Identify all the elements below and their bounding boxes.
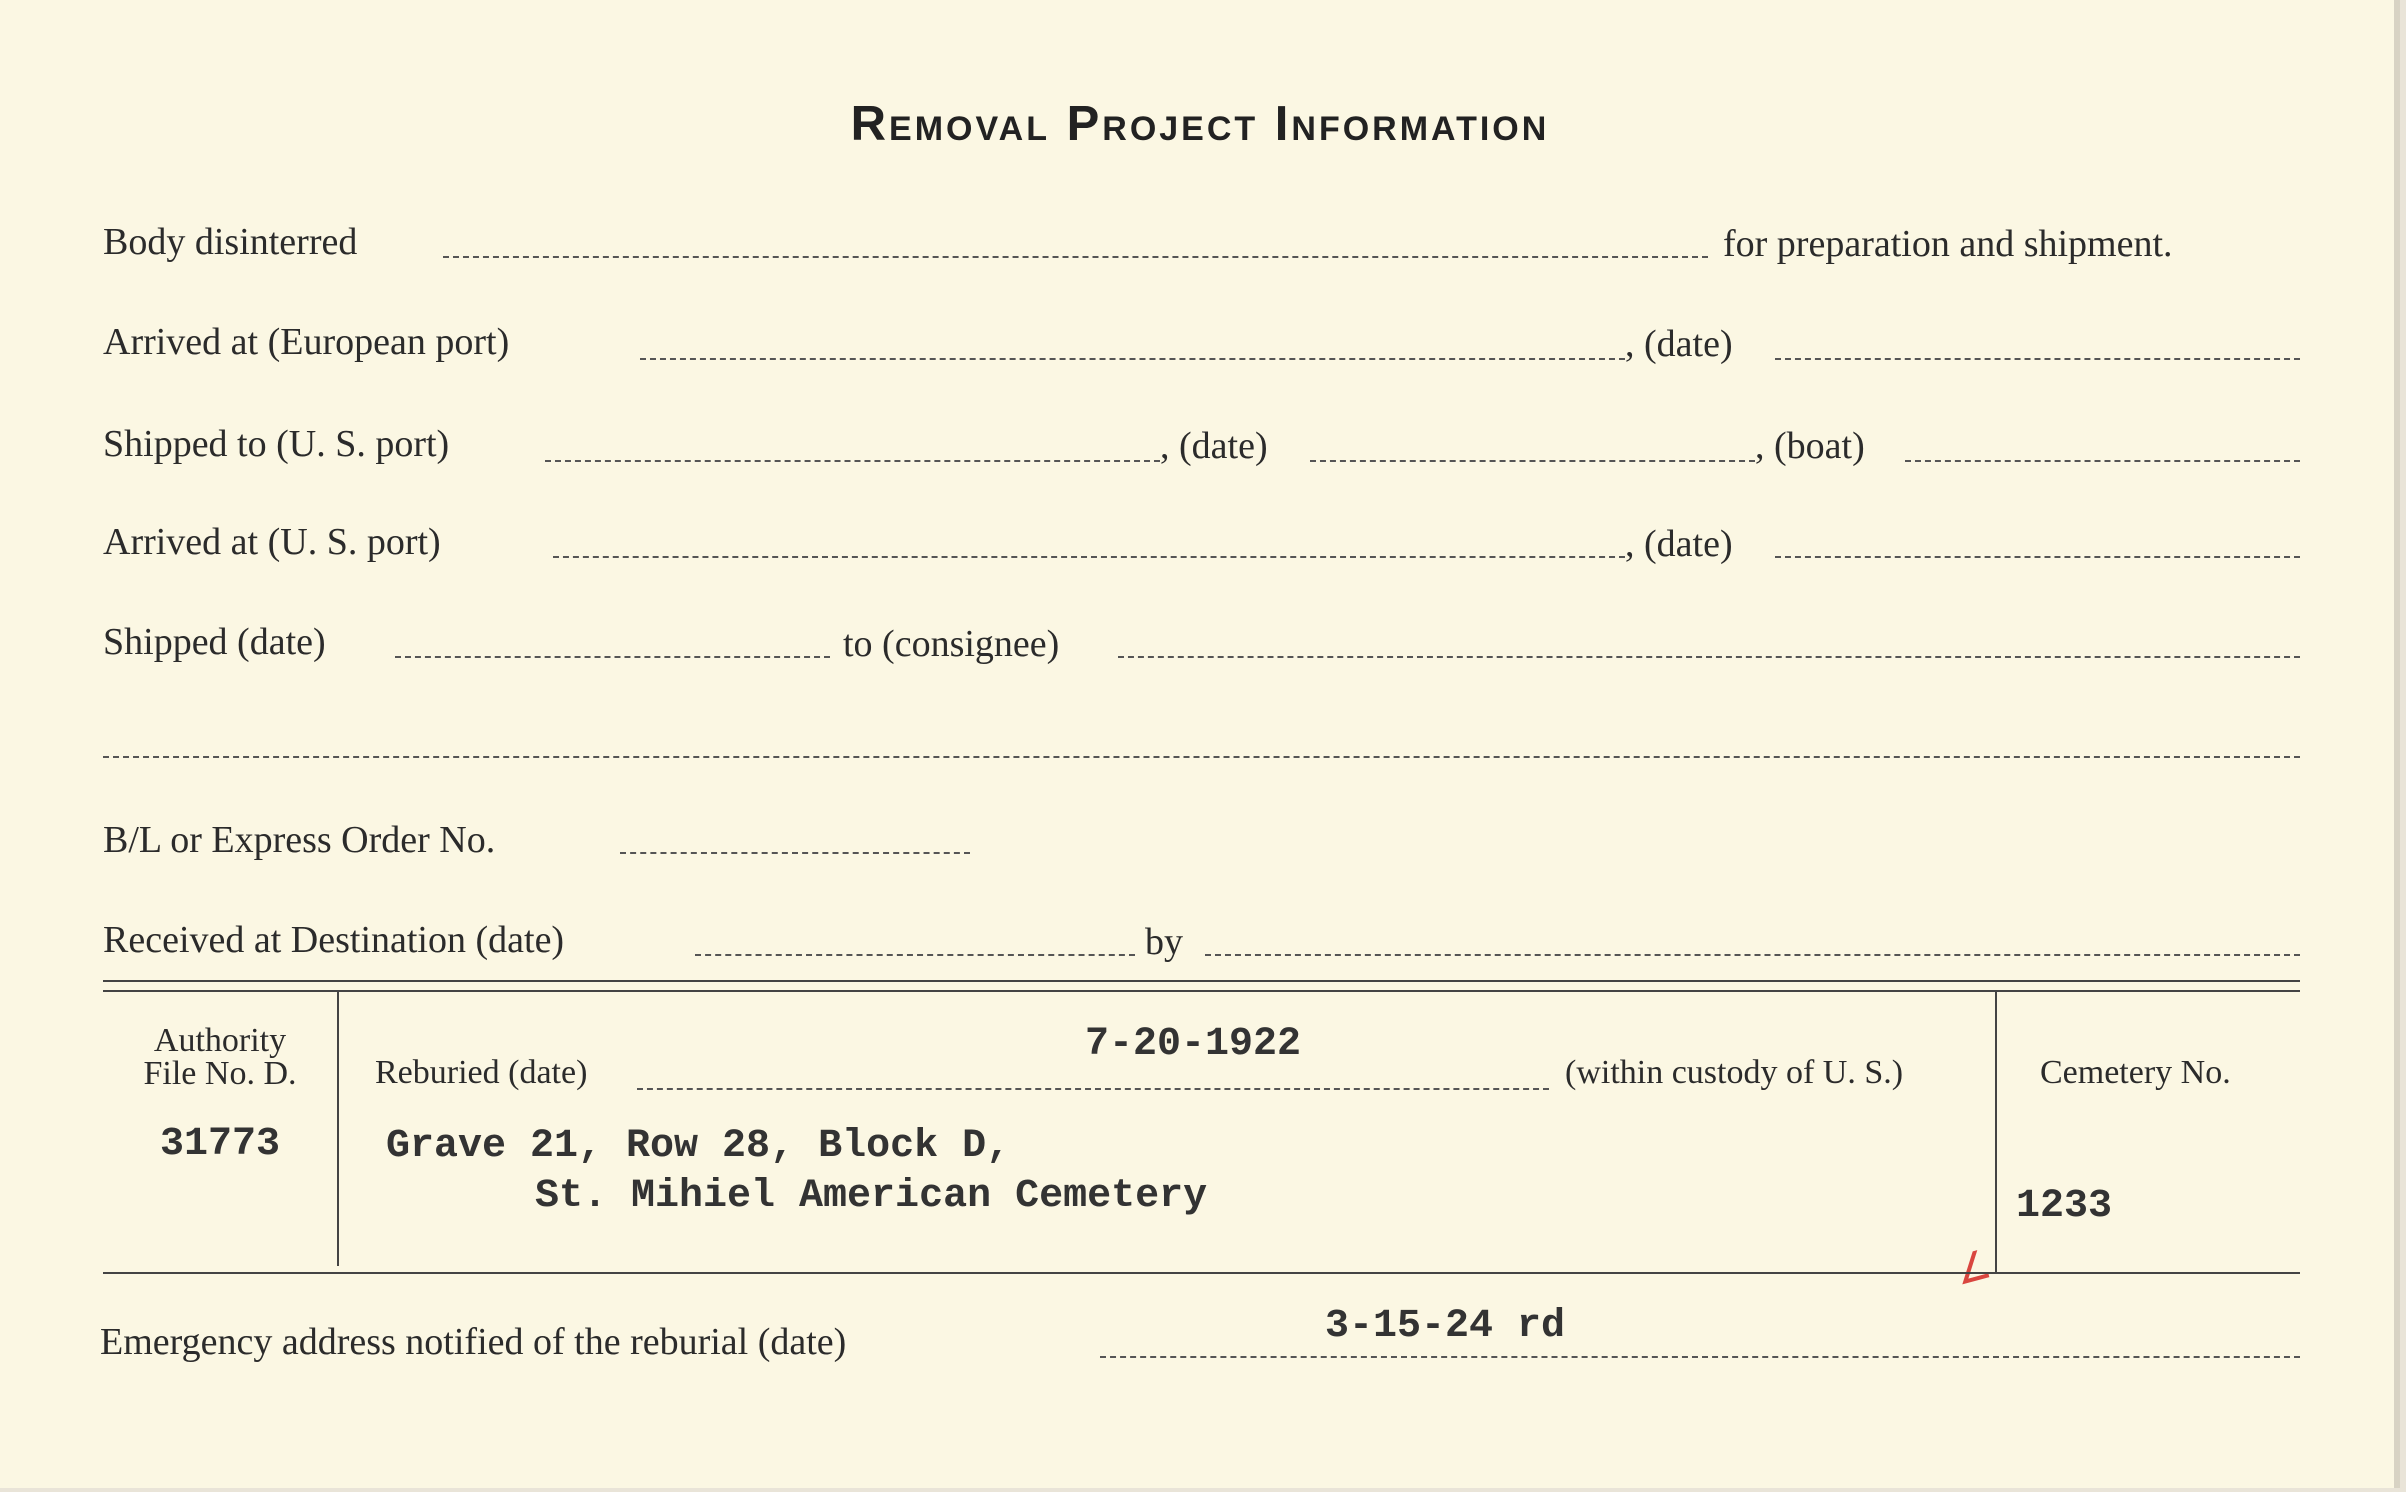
emergency-date: 3-15-24 rd	[1325, 1304, 1566, 1349]
bl-order-label: B/L or Express Order No.	[103, 819, 496, 861]
arrived-european-line	[640, 358, 1625, 360]
card-title: Removal Project Information	[850, 97, 1550, 151]
arrived-us-date-line	[1775, 556, 2300, 558]
box-divider-right	[1995, 992, 1997, 1274]
lower-rule	[103, 1272, 2300, 1274]
box-divider-left	[337, 992, 339, 1266]
cemetery-no-label: Cemetery No.	[2040, 1054, 2231, 1091]
consignee-label: to (consignee)	[843, 623, 1060, 665]
emergency-line	[1100, 1356, 2300, 1358]
file-no-label: File No. D.	[143, 1055, 297, 1092]
shipped-date-label: Shipped (date)	[103, 621, 326, 663]
arrived-european-label: Arrived at (European port)	[103, 321, 510, 363]
body-disinterred-line	[443, 256, 1708, 258]
reburied-date: 7-20-1922	[1085, 1022, 1302, 1067]
boat-label: , (boat)	[1755, 425, 1865, 467]
authority-label: Authority	[153, 1022, 287, 1059]
arrived-us-port-label: Arrived at (U. S. port)	[103, 521, 441, 563]
consignee-line	[1118, 656, 2300, 658]
boat-line	[1905, 460, 2300, 462]
grave-line-1: Grave 21, Row 28, Block D,	[386, 1124, 1011, 1169]
shipped-us-date-label: , (date)	[1160, 425, 1268, 467]
shipped-us-date-line	[1310, 460, 1755, 462]
arrived-us-date-label: , (date)	[1625, 523, 1733, 565]
upper-double-rule-a	[103, 980, 2300, 982]
received-dest-line	[695, 954, 1135, 956]
red-pencil-mark: ∠	[1949, 1242, 1996, 1294]
shipped-us-port-line	[545, 460, 1160, 462]
arrived-european-date-line	[1775, 358, 2300, 360]
file-no-value: 31773	[160, 1122, 281, 1167]
emergency-label: Emergency address notified of the reburial (date)	[100, 1321, 847, 1363]
bl-order-line	[620, 852, 970, 854]
by-line	[1205, 954, 2300, 956]
cemetery-no-value: 1233	[2016, 1184, 2113, 1229]
grave-line-2: St. Mihiel American Cemetery	[535, 1174, 1208, 1219]
shipped-us-port-label: Shipped to (U. S. port)	[103, 423, 450, 465]
received-dest-label: Received at Destination (date)	[103, 919, 565, 961]
arrived-us-port-line	[553, 556, 1625, 558]
reburied-label: Reburied (date)	[375, 1054, 588, 1091]
for-preparation-label: for preparation and shipment.	[1723, 223, 2173, 265]
body-disinterred-label: Body disinterred	[103, 221, 358, 263]
blank-line	[103, 756, 2300, 758]
shipped-date-line	[395, 656, 830, 658]
by-label: by	[1145, 921, 1183, 963]
custody-label: (within custody of U. S.)	[1565, 1054, 1904, 1091]
arrived-european-date-label: , (date)	[1625, 323, 1733, 365]
upper-double-rule-b	[103, 990, 2300, 992]
reburied-line	[637, 1088, 1549, 1090]
